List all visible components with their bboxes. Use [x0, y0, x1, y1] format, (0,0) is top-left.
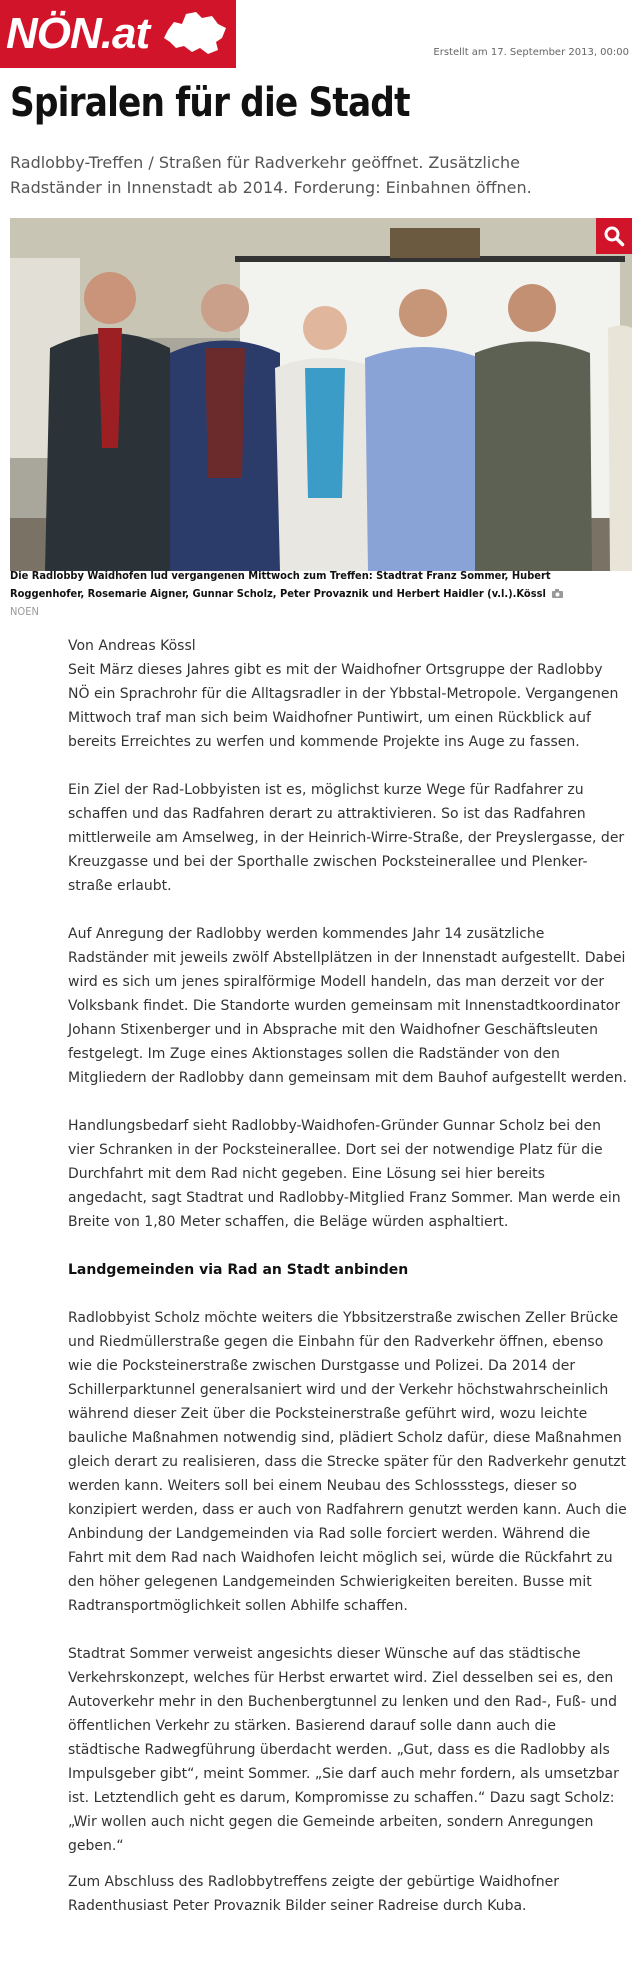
logo-text: NÖN.at [6, 9, 150, 58]
paragraph-2: Ein Ziel der Rad-Lobbyisten ist es, möglichst kurze Wege für Radfahrer zu schaffen und das Radfahren derart zu attraktivieren. So ist das Radfahren mittlerweile am Amselweg, in der Heinrich-Wirre-Straße, der Preyslergasse, der Kreuzgasse und bei der Sporthalle zwischen Pocksteinerallee und Plenker-straße erlaubt. [68, 782, 625, 894]
paragraph-1: Seit März dieses Jahres gibt es mit der Waidhofner Ortsgruppe der Radlobby NÖ ein Sprachrohr für die Alltagsradler in der Ybbstal-Metropole. Vergangenen Mittwoch traf man sich beim Waidhofner Puntiwirt, um einen Rückblick auf bereits Erreichtes zu werfen und kommende Projekte ins Auge zu fassen. [68, 662, 619, 750]
camera-icon [552, 589, 563, 598]
page-title: Spiralen für die Stadt [10, 80, 410, 126]
article-body [68, 634, 628, 1918]
section-heading: Landgemeinden via Rad an Stadt anbinden [68, 1262, 409, 1278]
site-logo[interactable] [0, 0, 236, 68]
zoom-button[interactable] [596, 218, 632, 254]
paragraph-5: Radlobbyist Scholz möchte weiters die Ybbsitzerstraße zwischen Zeller Brücke und Riedmüllerstraße gegen die Einbahn für den Radverkehr öffnen, ebenso wie die Pocksteinerstraße zwischen Durstgasse und Polizei. Da 2014 der Schillerparktunnel generalsaniert wird und der Verkehr höchstwahrscheinlich während dieser Zeit über die Pocksteinerstraße geführt wird, wozu leichte bauliche Maßnahmen notwendig sind, plädiert Scholz dafür, diese Maßnahmen gleich derart zu realisieren, dass die Strecke später für den Radverkehr genutzt werden kann. Weiters soll bei einem Neubau des Schlossstegs, dieser so konzipiert werden, dass er auch von Radfahrern genutzt werden kann. Auch die Anbindung der Landgemeinden via Rad solle forciert werden. Während die Fahrt mit dem Rad nach Waidhofen leicht möglich sei, würde die Rückfahrt zu den höher gelegenen Landgemeinden Schwierigkeiten bereiten. Busse mit Radtransportmöglichkeit sollen Abhilfe schaffen. [68, 1310, 627, 1614]
austria-map-icon [160, 8, 230, 58]
author: Von Andreas Kössl [68, 638, 196, 654]
created-date: Erstellt am 17. September 2013, 00:00 [433, 47, 629, 58]
photo-credit-text: NOEN [10, 605, 39, 618]
paragraph-7: Zum Abschluss des Radlobbytreffens zeigte der gebürtige Waidhofner Radenthusiast Peter Provaznik Bilder seiner Radreise durch Kuba. [68, 1874, 560, 1914]
article-photo[interactable] [10, 218, 632, 571]
article-lead: Radlobby-Treffen / Straßen für Radverkehr geöffnet. Zusätzliche Radständer in Innenstadt ab 2014. Forderung: Einbahnen öffnen. [10, 153, 532, 197]
photo-caption [10, 567, 590, 621]
paragraph-4: Handlungsbedarf sieht Radlobby-Waidhofen-Gründer Gunnar Scholz bei den vier Schranken in der Pocksteinerallee. Dort sei der notwendige Platz für die Durchfahrt mit dem Rad nicht gegeben. Eine Lösung sei hier bereits angedacht, sagt Stadtrat und Radlobby-Mitglied Franz Sommer. Man werde ein Breite von 1,80 Meter schaffen, die Beläge würden asphaltiert. [68, 1118, 621, 1230]
search-icon [603, 225, 625, 247]
caption-text: Die Radlobby Waidhofen lud vergangenen Mittwoch zum Treffen: Stadtrat Franz Sommer, Hubert Roggenhofer, Rosemarie Aigner, Gunnar Scholz, Peter Provaznik und Herbert Haidler (v.l.).Kössl [10, 569, 551, 600]
group-photo-image [10, 218, 632, 571]
paragraph-6: Stadtrat Sommer verweist angesichts dieser Wünsche auf das städtische Verkehrskonzept, welches für Herbst erwartet wird. Ziel desselben sei es, den Autoverkehr mehr in den Buchenbergtunnel zu lenken und den Rad-, Fuß- und öffentlichen Verkehr zu stärken. Basierend darauf solle dann auch die städtische Radwegführung überdacht werden. „Gut, dass es die Radlobby als Impulsgeber gibt“, meint Sommer. „Sie darf auch mehr fordern, als umsetzbar ist. Letztendlich geht es darum, Kompromisse zu schaffen.“ Dazu sagt Scholz: „Wir wollen auch nicht gegen die Gemeinde arbeiten, sondern Anregungen geben.“ [68, 1646, 619, 1854]
paragraph-3: Auf Anregung der Radlobby werden kommendes Jahr 14 zusätzliche Radständer mit jeweils zwölf Abstellplätzen in der Innenstadt aufgestellt. Dabei wird es sich um jenes spiralförmige Modell handeln, das man derzeit vor der Volksbank findet. Die Standorte wurden gemeinsam mit Innenstadtkoordinator Johann Stixenberger und in Absprache mit den Waidhofner Geschäftsleuten festgelegt. Im Zuge eines Aktionstages sollen die Radständer von den Mitgliedern der Radlobby dann gemeinsam mit dem Bauhof aufgestellt werden. [68, 926, 628, 1086]
